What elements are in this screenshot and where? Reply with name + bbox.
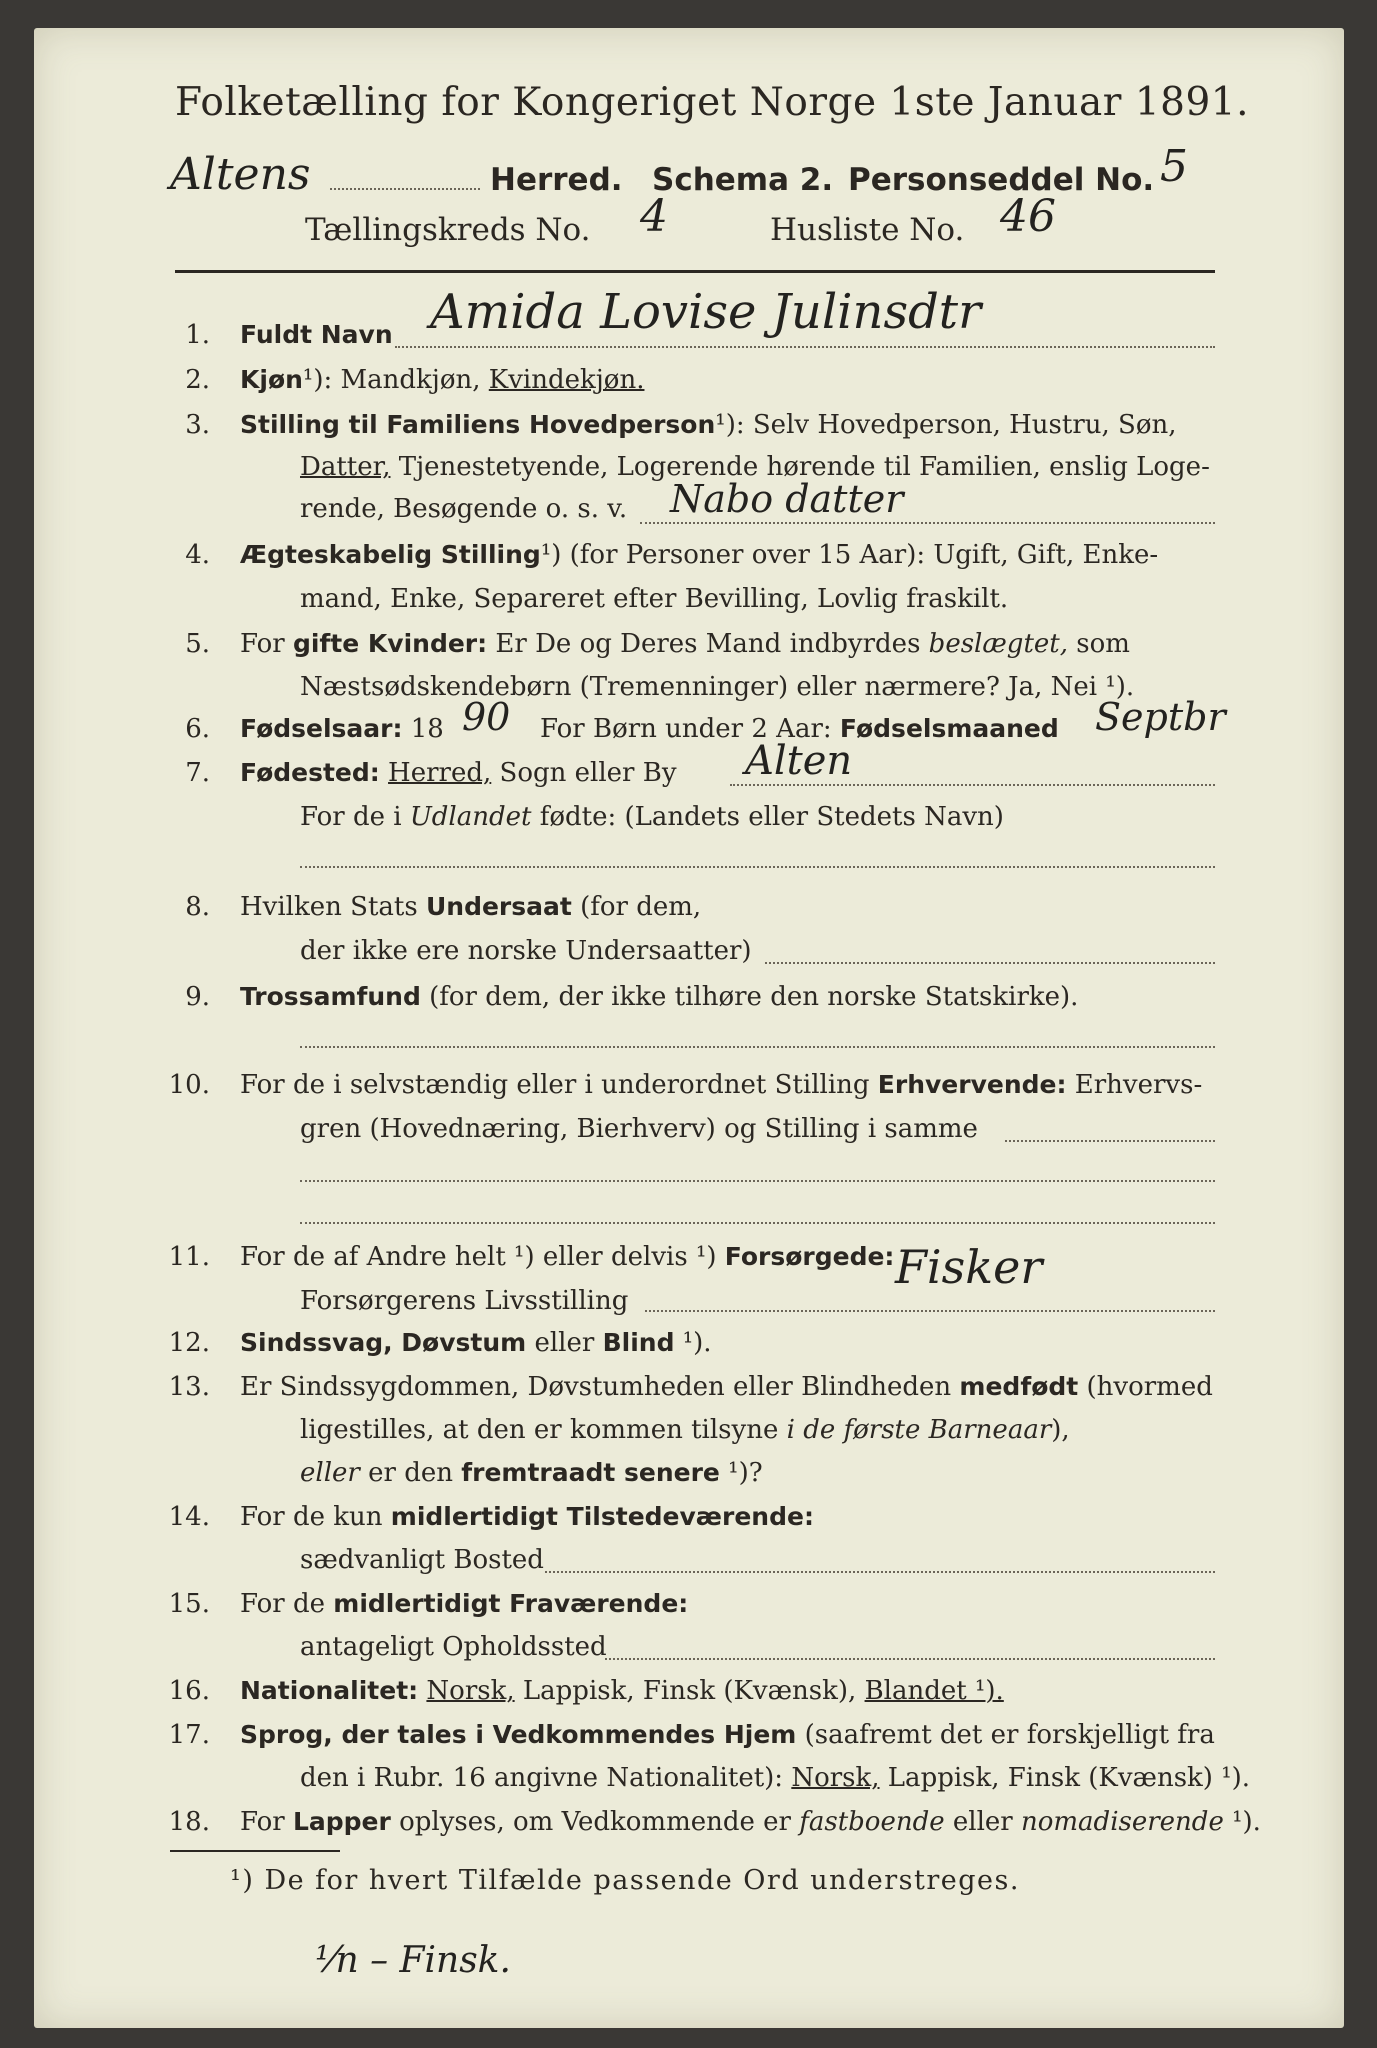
q14-number: 14. — [168, 1502, 210, 1532]
q9-dots — [300, 1046, 1215, 1048]
herred-value: Altens — [170, 149, 311, 200]
q10-dots-2 — [300, 1180, 1215, 1182]
q3-text2: Tjenestetyende, Logerende hørende til Familien, enslig Loge- — [390, 452, 1210, 482]
q5-pre: For — [240, 629, 293, 659]
q3-dots — [640, 522, 1215, 524]
q8-dots — [765, 962, 1215, 964]
q10-text1: For de i selvstændig eller i underordnet Stilling — [240, 1070, 878, 1100]
q7-value: Alten — [745, 738, 853, 784]
kreds-label: Tællingskreds No. — [305, 212, 591, 248]
q7-option-selected: Herred, — [388, 758, 492, 788]
q13-number: 13. — [168, 1372, 210, 1402]
q3-value: Nabo datter — [670, 477, 904, 521]
q13-text2: ligestilles, at den er kommen tilsyne — [300, 1415, 787, 1445]
q1-value: Amida Lovise Julinsdtr — [430, 284, 982, 340]
q17-text1: (saafremt det er forskjelligt fra — [796, 1720, 1215, 1750]
q10-dots — [1005, 1140, 1215, 1142]
q12-text: eller — [526, 1328, 603, 1358]
q3-text3: rende, Besøgende o. s. v. — [300, 494, 628, 524]
q11-dots — [645, 1310, 1215, 1312]
q3-option-selected: Datter, — [300, 452, 391, 482]
q9-number: 9. — [185, 982, 210, 1012]
q7-label: Fødested: — [240, 758, 380, 787]
q13-text3: er den — [359, 1458, 462, 1488]
q6-label2: Fødselsmaaned — [839, 714, 1059, 743]
q18-number: 18. — [168, 1807, 210, 1837]
q5-label: gifte Kvinder: — [292, 629, 488, 658]
q6-text: For Børn under 2 Aar: — [540, 714, 840, 744]
q11-value: Fisker — [895, 1240, 1043, 1294]
q18-text4: ¹). — [1223, 1807, 1261, 1837]
q14-label: midlertidigt Tilstedeværende: — [390, 1502, 814, 1531]
personseddel-label: Personseddel No. — [848, 162, 1155, 198]
q10-text1b: Erhvervs- — [1066, 1070, 1203, 1100]
q17-option-selected: Norsk, — [791, 1763, 880, 1793]
q7-dots — [730, 784, 1215, 786]
kreds-value: 4 — [640, 191, 668, 242]
q18-italic1: fastboende — [799, 1807, 945, 1837]
q16-label: Nationalitet: — [240, 1676, 419, 1705]
q16-option-selected: Norsk, — [426, 1676, 515, 1706]
q15-number: 15. — [168, 1589, 210, 1619]
q11-text2: Forsørgerens Livsstilling — [300, 1286, 629, 1316]
q4-text1: ¹) (for Personer over 15 Aar): Ugift, Gift, Enke- — [540, 540, 1159, 570]
q5-text1: Er De og Deres Mand indbyrdes — [487, 629, 929, 659]
q2-number: 2. — [185, 365, 210, 395]
q8-text1: (for dem, — [571, 892, 702, 922]
handwritten-margin-note: ⅟n – Finsk. — [315, 1940, 511, 1981]
q10-label: Erhvervende: — [877, 1070, 1067, 1099]
herred-dots — [330, 188, 480, 190]
q15-dots — [605, 1658, 1215, 1660]
q5-text1b: som — [1068, 629, 1130, 659]
q17-number: 17. — [168, 1720, 210, 1750]
q13-text1b: (hvormed — [1078, 1372, 1213, 1402]
q17-text2b: Lappisk, Finsk (Kvænsk) ¹). — [879, 1763, 1251, 1793]
q13-text3b: ¹)? — [719, 1458, 763, 1488]
q1-label: Fuldt Navn — [240, 320, 393, 349]
q16-number: 16. — [168, 1676, 210, 1706]
footnote: ¹) De for hvert Tilfælde passende Ord understreges. — [230, 1865, 1020, 1896]
q3-text1: ¹): Selv Hovedperson, Hustru, Søn, — [715, 410, 1177, 440]
q2-label: Kjøn — [240, 365, 303, 394]
q8-text1-pre: Hvilken Stats — [240, 892, 426, 922]
q3-number: 3. — [185, 410, 210, 440]
q7-text2-italic: Udlandet — [409, 802, 532, 832]
q10-dots-3 — [300, 1222, 1215, 1224]
q12-label2: Blind — [602, 1328, 675, 1357]
q18-text2: oplyses, om Vedkommende er — [390, 1807, 800, 1837]
q3-label: Stilling til Familiens Hovedperson — [240, 410, 716, 439]
q9-text: (for dem, der ikke tilhøre den norske Statskirke). — [420, 982, 1079, 1012]
q16-text: Lappisk, Finsk (Kvænsk), — [514, 1676, 865, 1706]
q18-text3: eller — [944, 1807, 1021, 1837]
q8-number: 8. — [185, 892, 210, 922]
q6-year-value: 90 — [462, 695, 511, 739]
herred-label: Herred. — [490, 162, 623, 198]
q2-option-selected: Kvindekjøn. — [488, 365, 645, 395]
q2-text: ¹): Mandkjøn, — [302, 365, 489, 395]
q10-number: 10. — [168, 1070, 210, 1100]
q7-text2: fødte: (Landets eller Stedets Navn) — [531, 802, 1004, 832]
q11-text1: For de af Andre helt ¹) eller delvis ¹) — [240, 1242, 725, 1272]
q10-text2: gren (Hovednæring, Bierhverv) og Stilling i samme — [300, 1114, 978, 1144]
q13-label3: fremtraadt senere — [461, 1458, 720, 1487]
q5-italic: beslægtet, — [928, 629, 1068, 659]
q4-text2: mand, Enke, Separeret efter Bevilling, Lovlig fraskilt. — [300, 584, 1009, 614]
footnote-rule — [170, 1850, 340, 1852]
q7-text: Sogn eller By — [491, 758, 677, 788]
q15-text2: antageligt Opholdssted — [300, 1632, 607, 1662]
q7-dots-2 — [300, 866, 1215, 868]
q12-number: 12. — [168, 1328, 210, 1358]
q7-text2-pre: For de i — [300, 802, 410, 832]
q9-label: Trossamfund — [240, 982, 421, 1011]
q16-option-underlined: Blandet ¹). — [864, 1676, 1004, 1706]
q1-dots — [395, 346, 1215, 348]
q6-month-value: Septbr — [1095, 695, 1226, 739]
q15-text1: For de — [240, 1589, 334, 1619]
q14-dots — [545, 1571, 1215, 1573]
q12-label: Sindssvag, Døvstum — [240, 1328, 527, 1357]
q13-italic3: eller — [300, 1458, 360, 1488]
q6-number: 6. — [185, 714, 210, 744]
q6-year-prefix: 18 — [402, 714, 444, 744]
q6-label: Fødselsaar: — [240, 714, 403, 743]
q13-text1: Er Sindssygdommen, Døvstumheden eller Blindheden — [240, 1372, 960, 1402]
q8-label: Undersaat — [425, 892, 572, 921]
q17-text2: den i Rubr. 16 angivne Nationalitet): — [300, 1763, 792, 1793]
q13-italic2: i de første Barneaar — [786, 1415, 1052, 1445]
q18-label: Lapper — [292, 1807, 391, 1836]
q18-italic2: nomadiserende — [1021, 1807, 1224, 1837]
q13-label: medfødt — [959, 1372, 1079, 1401]
personseddel-value: 5 — [1160, 141, 1188, 192]
q4-label: Ægteskabelig Stilling — [240, 540, 541, 569]
q11-number: 11. — [168, 1242, 210, 1272]
schema-label: Schema 2. — [652, 162, 834, 198]
q8-text2: der ikke ere norske Undersaatter) — [300, 936, 752, 966]
q12-text2: ¹). — [674, 1328, 712, 1358]
q15-label: midlertidigt Fraværende: — [333, 1589, 689, 1618]
q1-number: 1. — [185, 320, 210, 350]
q4-number: 4. — [185, 540, 210, 570]
q13-text2b: ), — [1051, 1415, 1070, 1445]
q17-label: Sprog, der tales i Vedkommendes Hjem — [240, 1720, 797, 1749]
q11-label: Forsørgede: — [724, 1242, 895, 1271]
q7-number: 7. — [185, 758, 210, 788]
header-rule — [175, 270, 1215, 273]
q14-text1: For de kun — [240, 1502, 391, 1532]
q5-number: 5. — [185, 629, 210, 659]
q14-text2: sædvanligt Bosted — [300, 1545, 544, 1575]
q18-text1: For — [240, 1807, 293, 1837]
q5-text2: Næstsødskendebørn (Tremenninger) eller nærmere? Ja, Nei ¹). — [300, 672, 1135, 702]
husliste-value: 46 — [1000, 191, 1056, 242]
form-title: Folketælling for Kongeriget Norge 1ste Januar 1891. — [175, 80, 1249, 125]
husliste-label: Husliste No. — [770, 212, 965, 248]
